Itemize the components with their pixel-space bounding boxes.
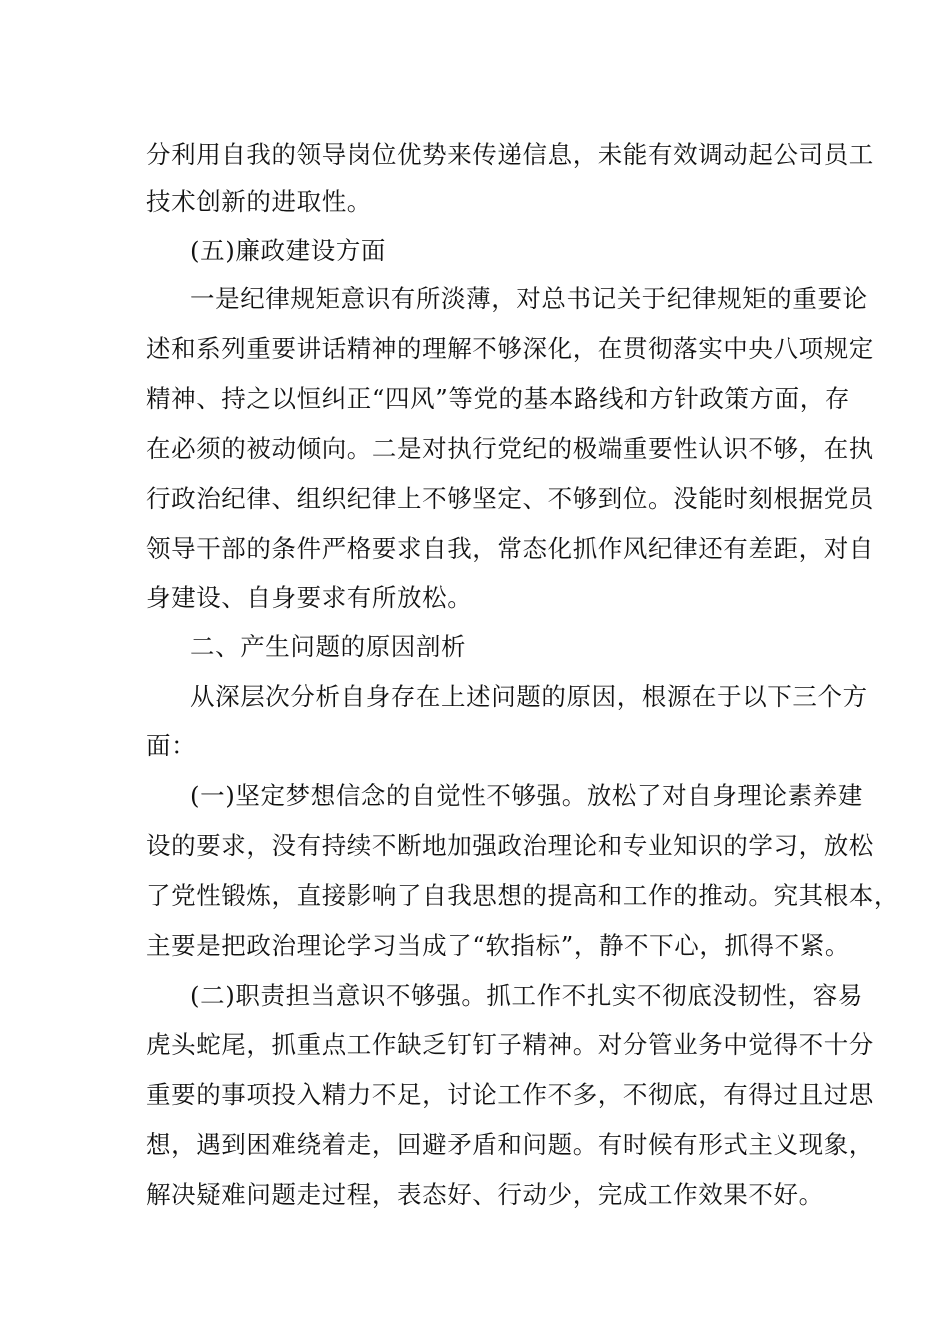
- text-line: (一)坚定梦想信念的自觉性不够强。放松了对自身理论素养建: [190, 781, 863, 810]
- text-line: 面：: [146, 731, 197, 760]
- text-line: 设的要求，没有持续不断地加强政治理论和专业知识的学习，放松: [146, 831, 874, 860]
- text-line: (二)职责担当意识不够强。抓工作不扎实不彻底没韧性，容易: [190, 981, 863, 1010]
- text-line: 述和系列重要讲话精神的理解不够深化，在贯彻落实中央八项规定: [146, 334, 874, 363]
- text-line: 行政治纪律、组织纪律上不够坚定、不够到位。没能时刻根据党员: [146, 484, 874, 513]
- section-heading: 二、产生问题的原因剖析: [190, 632, 467, 661]
- text-line: 精神、持之以恒纠正“四风”等党的基本路线和方针政策方面，存: [146, 384, 850, 413]
- section-heading: (五)廉政建设方面: [190, 236, 387, 265]
- text-line: 技术创新的进取性。: [146, 187, 372, 216]
- text-line: 领导干部的条件严格要求自我，常态化抓作风纪律还有差距，对自: [146, 534, 874, 563]
- text-line: 在必须的被动倾向。二是对执行党纪的极端重要性认识不够，在执: [146, 434, 874, 463]
- text-line: 虎头蛇尾，抓重点工作缺乏钉钉子精神。对分管业务中觉得不十分: [146, 1030, 874, 1059]
- text-line: 想，遇到困难绕着走，回避矛盾和问题。有时候有形式主义现象，: [146, 1130, 874, 1159]
- text-line: 从深层次分析自身存在上述问题的原因，根源在于以下三个方: [190, 682, 868, 711]
- text-line: 一是纪律规矩意识有所淡薄，对总书记关于纪律规矩的重要论: [190, 284, 868, 313]
- text-line: 了党性锻炼，直接影响了自我思想的提高和工作的推动。究其根本，: [146, 881, 899, 910]
- text-line: 解决疑难问题走过程，表态好、行动少，完成工作效果不好。: [146, 1180, 824, 1209]
- text-line: 重要的事项投入精力不足，讨论工作不多，不彻底，有得过且过思: [146, 1080, 874, 1109]
- text-line: 分利用自我的领导岗位优势来传递信息，未能有效调动起公司员工: [146, 140, 874, 169]
- text-line: 身建设、自身要求有所放松。: [146, 583, 473, 612]
- text-line: 主要是把政治理论学习当成了“软指标”，静不下心，抓得不紧。: [146, 931, 850, 960]
